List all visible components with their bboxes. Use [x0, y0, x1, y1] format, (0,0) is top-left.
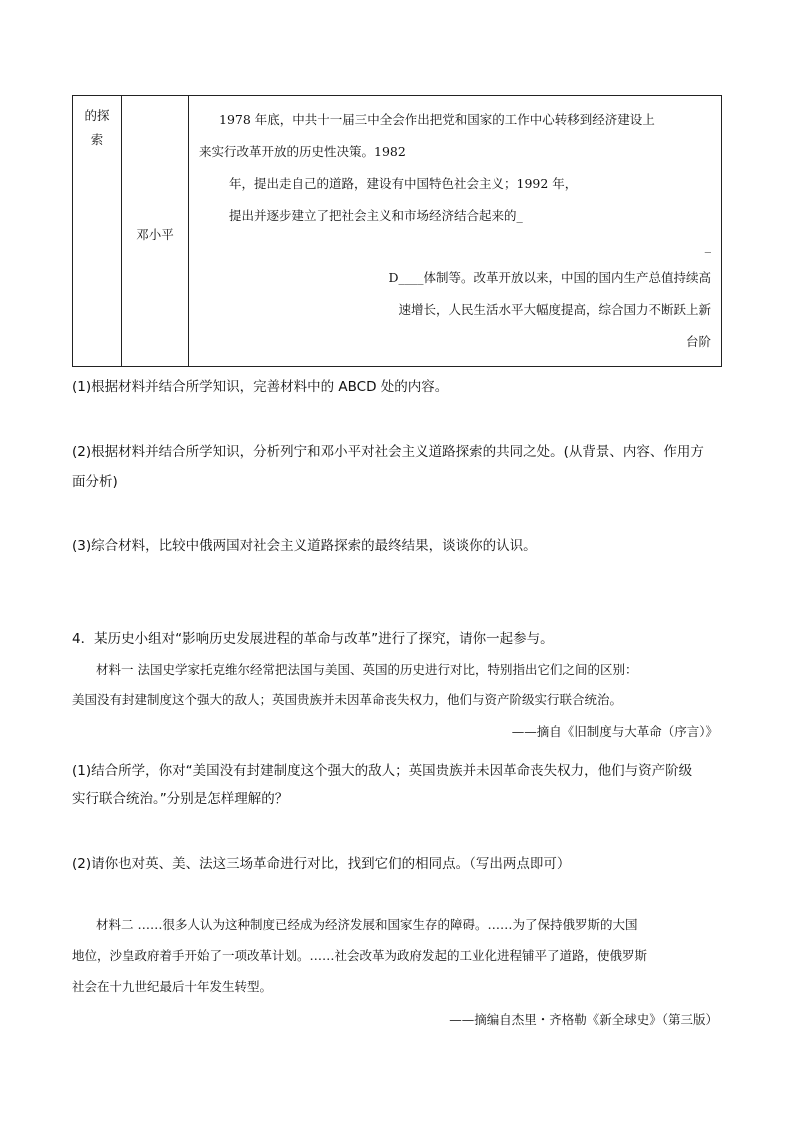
content-line: 年，提出走自己的道路，建设有中国特色社会主义；1992 年，	[229, 176, 578, 191]
question-3-3: (3)综合材料，比较中俄两国对社会主义道路探索的最终结果，谈谈你的认识。	[72, 538, 537, 554]
exploration-table	[72, 95, 722, 367]
row-label-line: 的探	[84, 108, 110, 123]
content-line: 提出并逐步建立了把社会主义和市场经济结合起来的_	[229, 208, 523, 223]
content-line: 来实行改革开放的历史性决策。1982	[199, 144, 406, 159]
question-3-1: (1)根据材料并结合所学知识，完善材料中的 ABCD 处的内容。	[72, 379, 449, 395]
table-row	[73, 96, 722, 367]
question-4-2: (2)请你也对英、美、法这三场革命进行对比，找到它们的相同点。（写出两点即可）	[72, 856, 571, 872]
material-1-source: ——摘自《旧制度与大革命（序言）》	[511, 724, 718, 739]
person-name: 邓小平	[136, 227, 174, 242]
question-4-1-cont: 实行联合统治。”分别是怎样理解的？	[72, 791, 289, 807]
material-2-line: 材料二 ……很多人认为这种制度已经成为经济发展和国家生存的障碍。……为了保持俄罗斯的大国	[96, 917, 638, 932]
material-1-line: 材料一 法国史学家托克维尔经常把法国与美国、英国的历史进行对比，特别指出它们之间的区别：	[96, 662, 638, 677]
content-line: 台阶	[685, 334, 711, 349]
question-3-2: (2)根据材料并结合所学知识，分析列宁和邓小平对社会主义道路探索的共同之处。(从背景、内容、作用方	[72, 444, 704, 460]
material-2-line: 社会在十九世纪最后十年发生转型。	[72, 979, 273, 994]
material-2-source: ——摘编自杰里・齐格勒《新全球史》（第三版）	[449, 1012, 718, 1027]
question-3-2-cont: 面分析)	[72, 474, 118, 490]
question-4-1: (1)结合所学，你对“美国没有封建制度这个强大的敌人；英国贵族并未因革命丧失权力，他们与资产阶级	[72, 763, 693, 779]
question-4-heading: 4．某历史小组对“影响历史发展进程的革命与改革”进行了探究，请你一起参与。	[72, 631, 554, 647]
content-line: D____体制等。改革开放以来，中国的国内生产总值持续高	[388, 270, 711, 285]
row-label-cell	[73, 96, 122, 367]
content-line: 1978 年底，中共十一届三中全会作出把党和国家的工作中心转移到经济建设上	[219, 112, 655, 127]
content-cell	[189, 96, 722, 367]
content-line: 速增长，人民生活水平大幅度提高，综合国力不断跃上新	[398, 302, 711, 317]
material-1-line: 美国没有封建制度这个强大的敌人；英国贵族并未因革命丧失权力，他们与资产阶级实行联合统治。	[72, 692, 623, 707]
material-2-line: 地位，沙皇政府着手开始了一项改革计划。……社会改革为政府发起的工业化进程铺平了道路，使俄罗斯	[72, 948, 648, 963]
content-line: _	[704, 238, 711, 253]
person-cell	[122, 96, 189, 367]
row-label-line: 索	[90, 132, 104, 147]
